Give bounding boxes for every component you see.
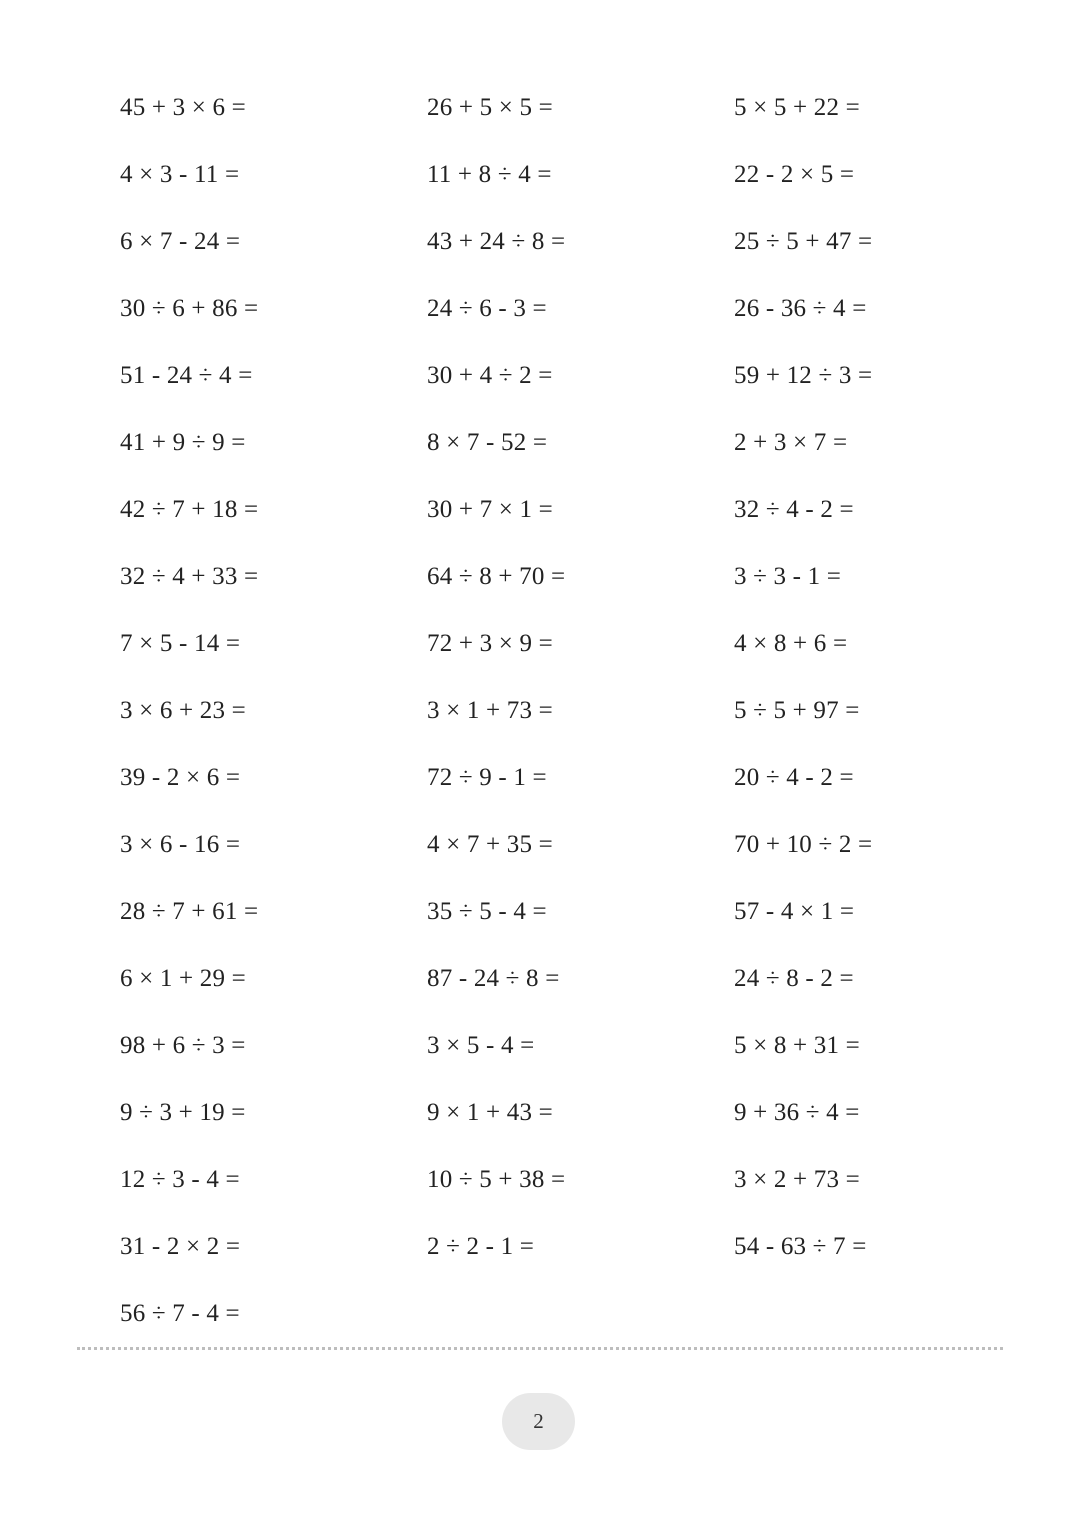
math-problem: 4 × 3 - 11 = [120, 161, 240, 188]
math-problem: 30 + 7 × 1 = [427, 496, 553, 523]
math-problem: 45 + 3 × 6 = [120, 94, 246, 121]
math-problem: 24 ÷ 6 - 3 = [427, 295, 547, 322]
math-problem: 9 × 1 + 43 = [427, 1099, 553, 1126]
math-problem: 32 ÷ 4 - 2 = [734, 496, 854, 523]
math-problem: 10 ÷ 5 + 38 = [427, 1166, 566, 1193]
page-number-badge: 2 [502, 1393, 575, 1450]
math-problem: 41 + 9 ÷ 9 = [120, 429, 246, 456]
math-problem: 20 ÷ 4 - 2 = [734, 764, 854, 791]
math-problem: 12 ÷ 3 - 4 = [120, 1166, 240, 1193]
math-problem: 35 ÷ 5 - 4 = [427, 898, 547, 925]
math-problem: 11 + 8 ÷ 4 = [427, 161, 552, 188]
math-problem: 7 × 5 - 14 = [120, 630, 241, 657]
math-problem: 56 ÷ 7 - 4 = [120, 1300, 240, 1327]
math-problem: 31 - 2 × 2 = [120, 1233, 241, 1260]
problem-column-2 [427, 84, 565, 1290]
math-problem: 6 × 1 + 29 = [120, 965, 246, 992]
math-problem: 5 × 5 + 22 = [734, 94, 860, 121]
math-problem: 8 × 7 - 52 = [427, 429, 548, 456]
math-problem: 3 × 1 + 73 = [427, 697, 553, 724]
math-problem: 64 ÷ 8 + 70 = [427, 563, 566, 590]
math-problem: 32 ÷ 4 + 33 = [120, 563, 259, 590]
math-problem: 3 × 5 - 4 = [427, 1032, 535, 1059]
math-problem: 3 × 2 + 73 = [734, 1166, 860, 1193]
math-problem: 2 + 3 × 7 = [734, 429, 848, 456]
math-problem: 5 × 8 + 31 = [734, 1032, 860, 1059]
math-problem: 22 - 2 × 5 = [734, 161, 855, 188]
problem-column-3 [734, 84, 872, 1290]
math-problem: 70 + 10 ÷ 2 = [734, 831, 873, 858]
math-problem: 3 × 6 + 23 = [120, 697, 246, 724]
math-problem: 43 + 24 ÷ 8 = [427, 228, 566, 255]
math-problem: 26 + 5 × 5 = [427, 94, 553, 121]
dotted-divider [77, 1347, 1003, 1350]
math-problem: 26 - 36 ÷ 4 = [734, 295, 867, 322]
math-problem: 28 ÷ 7 + 61 = [120, 898, 259, 925]
math-problem: 72 + 3 × 9 = [427, 630, 553, 657]
math-problem: 30 + 4 ÷ 2 = [427, 362, 553, 389]
math-problem: 5 ÷ 5 + 97 = [734, 697, 860, 724]
math-problem: 24 ÷ 8 - 2 = [734, 965, 854, 992]
math-problem: 2 ÷ 2 - 1 = [427, 1233, 535, 1260]
math-problem: 25 ÷ 5 + 47 = [734, 228, 873, 255]
math-problem: 9 ÷ 3 + 19 = [120, 1099, 246, 1126]
math-problem: 57 - 4 × 1 = [734, 898, 855, 925]
math-problem: 4 × 7 + 35 = [427, 831, 553, 858]
problem-column-1 [120, 84, 258, 1357]
math-problem: 54 - 63 ÷ 7 = [734, 1233, 867, 1260]
math-problem: 72 ÷ 9 - 1 = [427, 764, 547, 791]
math-problem: 59 + 12 ÷ 3 = [734, 362, 873, 389]
math-problem: 9 + 36 ÷ 4 = [734, 1099, 860, 1126]
math-problem: 87 - 24 ÷ 8 = [427, 965, 560, 992]
math-problem: 98 + 6 ÷ 3 = [120, 1032, 246, 1059]
math-problem: 6 × 7 - 24 = [120, 228, 241, 255]
math-problem: 30 ÷ 6 + 86 = [120, 295, 259, 322]
math-problem: 42 ÷ 7 + 18 = [120, 496, 259, 523]
math-problem: 39 - 2 × 6 = [120, 764, 241, 791]
math-problem: 4 × 8 + 6 = [734, 630, 848, 657]
math-problem: 51 - 24 ÷ 4 = [120, 362, 253, 389]
math-problem: 3 × 6 - 16 = [120, 831, 241, 858]
math-problem: 3 ÷ 3 - 1 = [734, 563, 842, 590]
